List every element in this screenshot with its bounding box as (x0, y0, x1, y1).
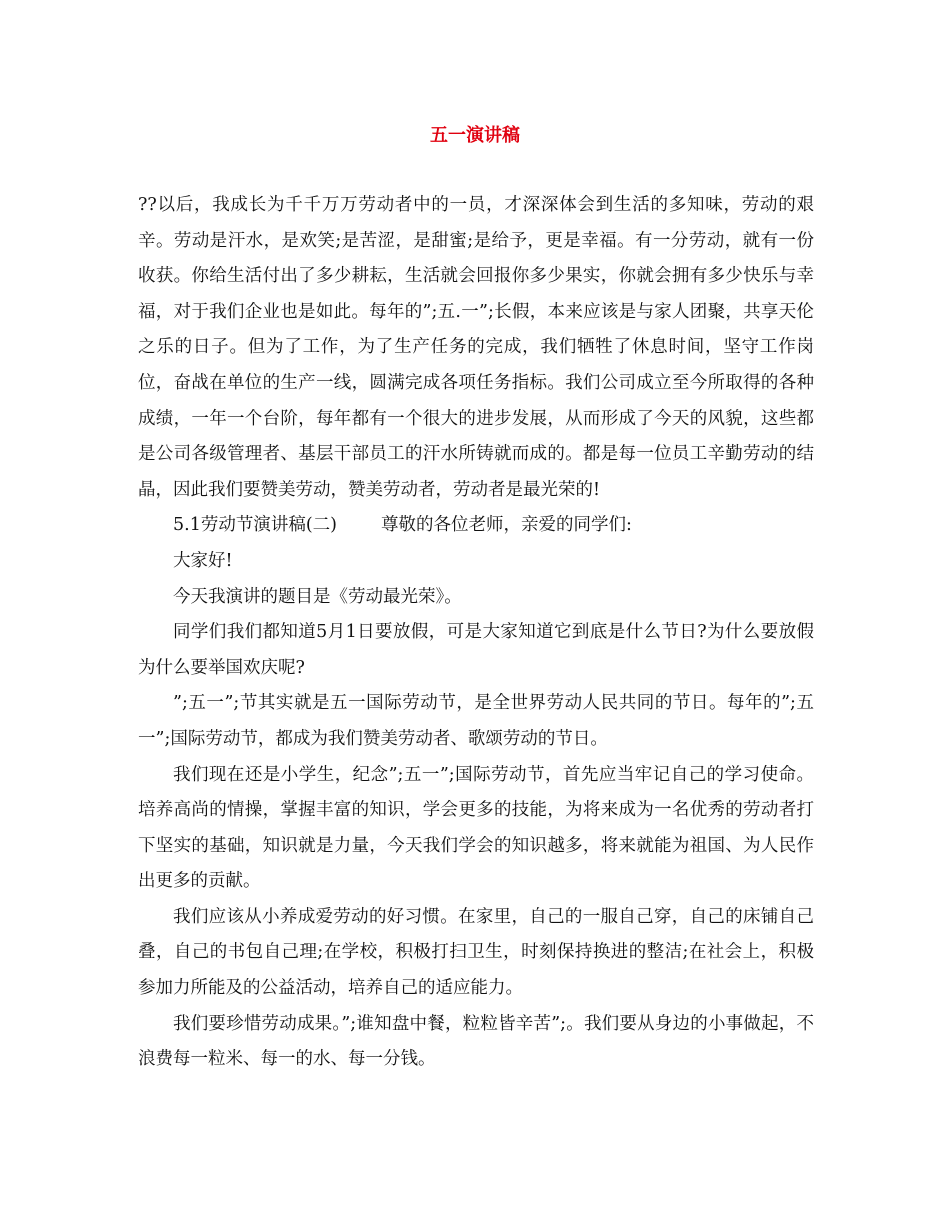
document-title: 五一演讲稿 (430, 125, 520, 146)
paragraph-habits: 我们应该从小养成爱劳动的好习惯。在家里，自己的一服自己穿，自己的床铺自己叠，自己的书包自己理;在学校，积极打扫卫生，时刻保持换进的整洁;在社会上，积极参加力所能及的公益活动，培养自己的适应能力。 (138, 906, 814, 999)
paragraph-greeting: 大家好! (173, 550, 233, 571)
section-heading: 5.1劳动节演讲稿(二) (173, 515, 337, 536)
paragraph-student-mission: 我们现在还是小学生，纪念”;五一”;国际劳动节，首先应当牢记自己的学习使命。培养高尚的情操，掌握丰富的知识，学会更多的技能，为将来成为一名优秀的劳动者打下坚实的基础，知识就是力量，今天我们学会的知识越多，将来就能为祖国、为人民作出更多的贡献。 (138, 764, 814, 892)
paragraph-cherish: 我们要珍惜劳动成果。”;谁知盘中餐，粒粒皆辛苦”;。我们要从身边的小事做起，不浪费每一粒米、每一的水、每一分钱。 (138, 1013, 814, 1070)
paragraph-topic: 今天我演讲的题目是《劳动最光荣》。 (173, 586, 462, 607)
section-heading-line (138, 508, 814, 544)
salutation: 尊敬的各位老师，亲爱的同学们: (381, 515, 632, 536)
paragraph-holiday: ”;五一”;节其实就是五一国际劳动节，是全世界劳动人民共同的节日。每年的”;五一”;国际劳动节，都成为我们赞美劳动者、歌颂劳动的节日。 (138, 693, 814, 749)
paragraph-question: 同学们我们都知道5月1日要放假，可是大家知道它到底是什么节日?为什么要放假为什么要举国欢庆呢? (138, 622, 814, 678)
document-body (138, 188, 814, 1078)
paragraph-intro: ??以后，我成长为千千万万劳动者中的一员，才深深体会到生活的多知味，劳动的艰辛。劳动是汗水，是欢笑;是苦涩，是甜蜜;是给予，更是幸福。有一分劳动，就有一份收获。你给生活付出了多少耕耘，生活就会回报你多少果实，你就会拥有多少快乐与幸福，对于我们企业也是如此。每年的”;五.一”;长假，本来应该是与家人团聚，共享天伦之乐的日子。但为了工作，为了生产任务的完成，我们牺牲了休息时间，坚守工作岗位，奋战在单位的生产一线，圆满完成各项任务指标。我们公司成立至今所取得的各种成绩，一年一个台阶，每年都有一个很大的进步发展，从而形成了今天的风貌，这些都是公司各级管理者、基层干部员工的汗水所铸就而成的。都是每一位员工辛勤劳动的结晶，因此我们要赞美劳动，赞美劳动者，劳动者是最光荣的! (138, 195, 814, 500)
